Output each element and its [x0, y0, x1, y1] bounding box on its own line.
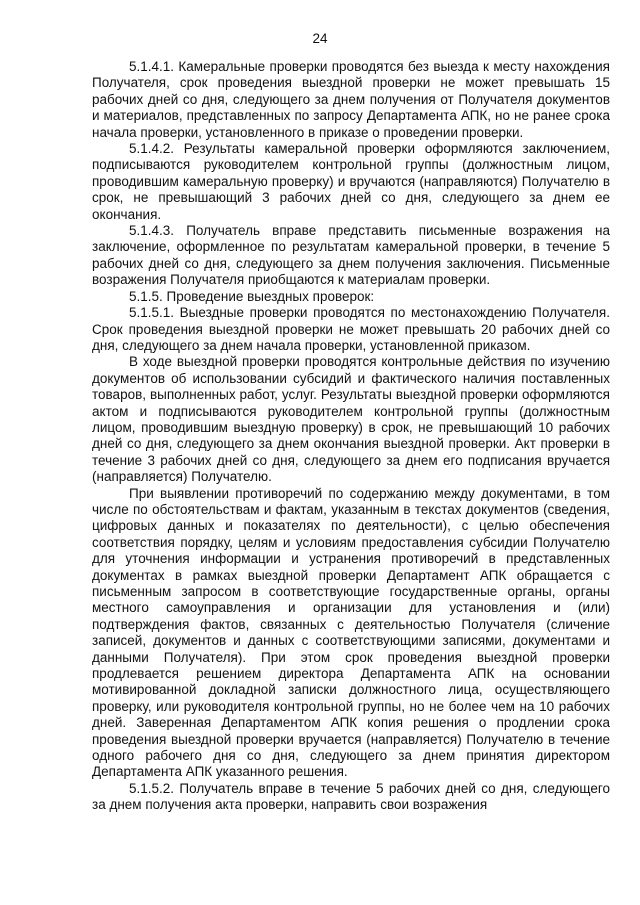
- paragraph-5-1-4-1: 5.1.4.1. Камеральные проверки проводятся без выезда к месту нахождения Получателя, срок проведения выездной проверки не может превышать 15 рабочих дней со дня, следующего за днем получения от Получателя документов и материалов, представленных по запросу Департамента АПК, но не ранее срока начала проверки, установленного в приказе о проведении проверки.: [92, 59, 610, 140]
- document-body: [92, 59, 610, 814]
- paragraph-onsite-inspection-actions: В ходе выездной проверки проводятся контрольные действия по изучению документов об использовании субсидий и фактического наличия поставленных товаров, выполненных работ, услуг. Результаты выездной проверки оформляются актом и подписываются руководителем контрольной группы (должностным лицом, проводившим выездную проверку) в срок, не превышающий 10 рабочих дней со дня, следующего за днем окончания выездной проверки. Акт проверки в течение 3 рабочих дней со дня, следующего за днем его подписания вручается (направляется) Получателю.: [92, 354, 610, 485]
- paragraph-5-1-4-3: 5.1.4.3. Получатель вправе представить письменные возражения на заключение, оформленное по результатам камеральной проверки, в течение 5 рабочих дней со дня, следующего за днем получения заключения. Письменные возражения Получателя приобщаются к материалам проверки.: [92, 223, 610, 288]
- paragraph-5-1-4-2: 5.1.4.2. Результаты камеральной проверки оформляются заключением, подписываются руководителем контрольной группы (должностным лицом, проводившим камеральную проверку) и вручаются (направляются) Получателю в срок, не превышающий 3 рабочих дней со дня, следующего за днем ее окончания.: [92, 141, 610, 222]
- paragraph-5-1-5-1: 5.1.5.1. Выездные проверки проводятся по местонахождению Получателя. Срок проведения выездной проверки не может превышать 20 рабочих дней со дня, следующего за днем начала проверки, установленной приказом.: [92, 305, 610, 353]
- paragraph-5-1-5-heading: 5.1.5. Проведение выездных проверок:: [129, 288, 375, 304]
- page-number: 24: [312, 31, 328, 46]
- paragraph-contradictions-procedure: При выявлении противоречий по содержанию между документами, в том числе по обстоятельствам и фактам, указанным в текстах документов (сведения, цифровых данных и показателях по деятельности), с целью обеспечения соответствия порядку, целям и условиям предоставления субсидии Получателю для уточнения информации и устранения противоречий в представленных документах в рамках выездной проверки Департамент АПК обращается с письменным запросом в соответствующие государственные органы, органы местного самоуправления и организации для установления и (или) подтверждения фактов, связанных с деятельностью Получателя (сличение записей, документов и данных с соответствующими записями, документами и данными Получателя). При этом срок проведения выездной проверки продлевается решением директора Департамента АПК на основании мотивированной докладной записки должностного лица, осуществляющего проверку, или руководителя контрольной группы, но не более чем на 10 рабочих дней. Заверенная Департаментом АПК копия решения о продлении срока проведения выездной проверки вручается (направляется) Получателю в течение одного рабочего дня со дня, следующего за днем принятия директором Департамента АПК указанного решения.: [92, 485, 610, 780]
- paragraph-5-1-5-2: 5.1.5.2. Получатель вправе в течение 5 рабочих дней со дня, следующего за днем получения акта проверки, направить свои возражения: [92, 780, 610, 813]
